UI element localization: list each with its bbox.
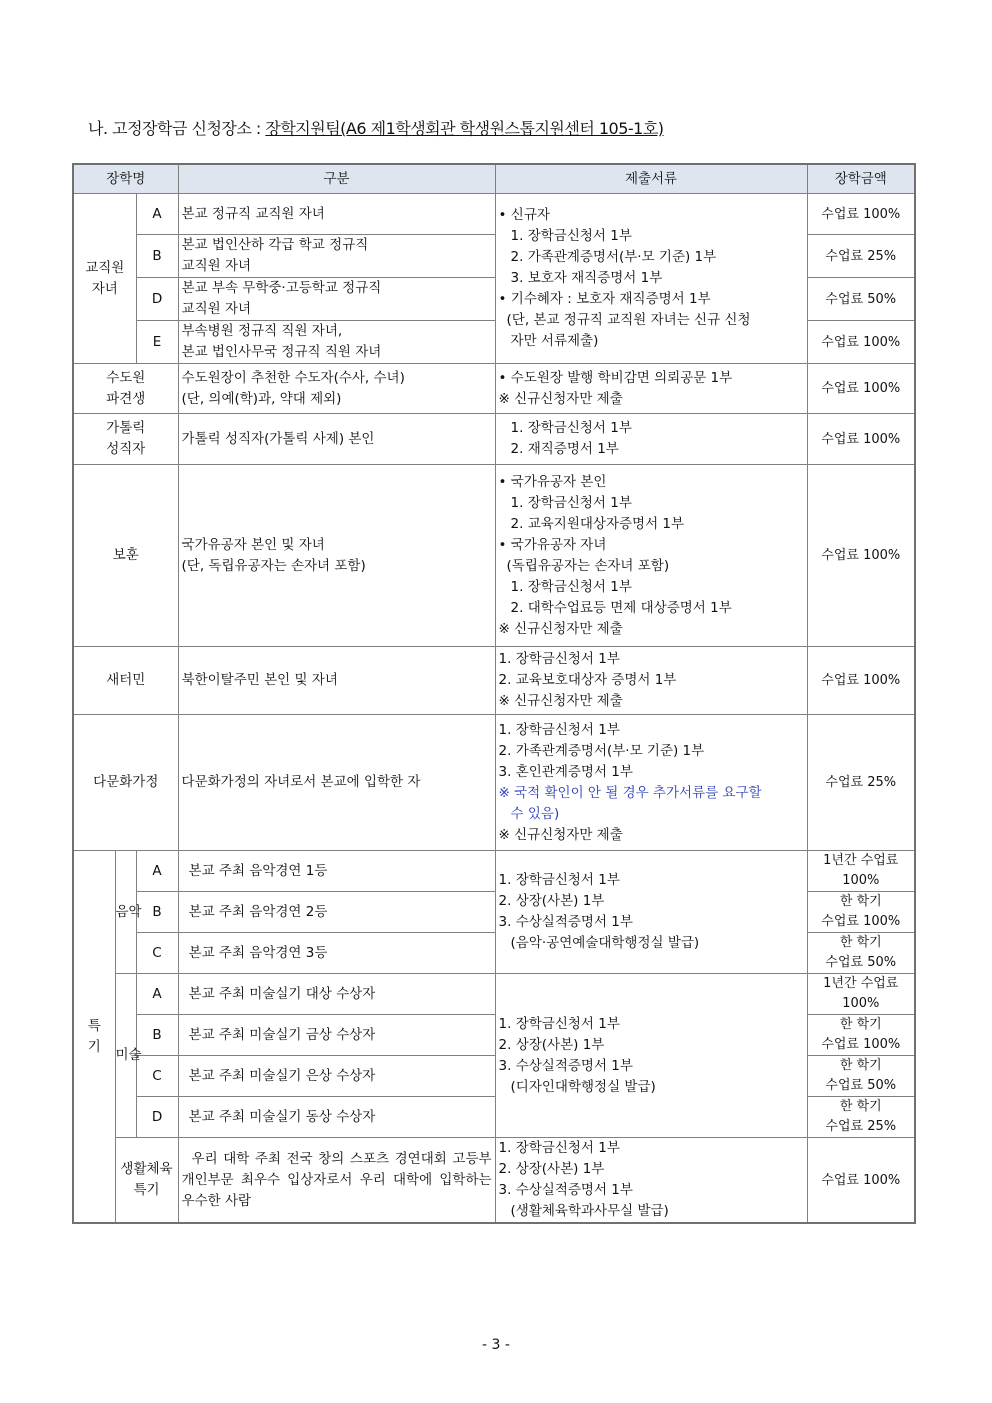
page-number: - 3 - <box>482 1337 510 1353</box>
row-code: A <box>136 851 178 892</box>
doc-line: 1. 장학금신청서 1부 <box>510 228 632 244</box>
doc-line: • 국가유공자 자녀 <box>498 536 607 553</box>
row-code: D <box>136 1097 178 1138</box>
scholarship-name: 수도원 파견생 <box>73 364 178 414</box>
scholarship-name: 특 기 <box>73 851 115 1224</box>
doc-line: 3. 수상실적증명서 1부 <box>498 1182 633 1198</box>
doc-line: ※ 신규신청자만 제출 <box>498 826 623 843</box>
amount: 수업료 100% <box>807 465 915 647</box>
doc-line: 1. 장학금신청서 1부 <box>498 1140 620 1156</box>
row-desc: 본교 주최 음악경연 2등 <box>178 892 495 933</box>
doc-line: 1. 장학금신청서 1부 <box>510 420 632 436</box>
doc-line: 1. 장학금신청서 1부 <box>498 651 620 667</box>
row-desc: 다문화가정의 자녀로서 본교에 입학한 자 <box>178 715 495 851</box>
row-code: B <box>136 235 178 278</box>
row-desc: 본교 주최 미술실기 대상 수상자 <box>178 974 495 1015</box>
doc-line: (디자인대학행정실 발급) <box>510 1078 656 1095</box>
amount: 1년간 수업료 100% <box>807 974 915 1015</box>
doc-line: 1. 장학금신청서 1부 <box>510 494 632 511</box>
row-desc: 수도원장이 추천한 수도자(수사, 수녀) (단, 의예(학)과, 약대 제외) <box>178 364 495 414</box>
amount: 1년간 수업료 100% <box>807 851 915 892</box>
doc-line: ※ 신규신청자만 제출 <box>498 620 623 637</box>
col-header-documents: 제출서류 <box>495 164 807 194</box>
amount: 한 학기 수업료 100% <box>807 1015 915 1056</box>
doc-line: (생활체육학과사무실 발급) <box>510 1203 669 1219</box>
section-heading <box>88 116 664 139</box>
row-desc: 본교 주최 음악경연 3등 <box>178 933 495 974</box>
required-docs <box>495 465 807 647</box>
table-row <box>73 465 915 647</box>
doc-line: 2. 대학수업료등 면제 대상증명서 1부 <box>510 599 732 616</box>
row-desc: 본교 부속 무학중·고등학교 정규직 교직원 자녀 <box>178 278 495 321</box>
amount: 수업료 50% <box>807 278 915 321</box>
col-header-amount: 장학금액 <box>807 164 915 194</box>
row-desc: 본교 정규직 교직원 자녀 <box>178 194 495 235</box>
row-code: C <box>136 1056 178 1097</box>
row-desc: 우리 대학 주최 전국 창의 스포츠 경연대회 고등부 개인부문 최우수 입상자로서 우리 대학에 입학하는 우수한 사람 <box>178 1138 495 1224</box>
row-code: E <box>136 321 178 364</box>
amount: 수업료 100% <box>807 321 915 364</box>
amount: 한 학기 수업료 50% <box>807 933 915 974</box>
row-desc: 가톨릭 성직자(가톨릭 사제) 본인 <box>178 414 495 465</box>
row-code: C <box>136 933 178 974</box>
scholarship-name: 교직원 자녀 <box>73 194 136 364</box>
amount: 수업료 100% <box>807 414 915 465</box>
doc-line: 3. 수상실적증명서 1부 <box>498 1057 633 1074</box>
heading-prefix: 나. 고정장학금 신청장소 : <box>88 119 266 138</box>
row-code: D <box>136 278 178 321</box>
doc-line: 3. 수상실적증명서 1부 <box>498 914 633 930</box>
doc-line: 2. 가족관계증명서(부·모 기준) 1부 <box>510 249 717 265</box>
scholarship-name: 가톨릭 성직자 <box>73 414 178 465</box>
table-row <box>73 194 915 235</box>
scholarship-table <box>72 163 916 1224</box>
amount: 수업료 25% <box>807 715 915 851</box>
table-row <box>73 974 915 1015</box>
doc-line: (음악·공연예술대학행정실 발급) <box>510 935 700 951</box>
doc-line: 3. 혼인관계증명서 1부 <box>498 763 633 780</box>
row-code: A <box>136 974 178 1015</box>
row-desc: 본교 주최 미술실기 동상 수상자 <box>178 1097 495 1138</box>
row-code: A <box>136 194 178 235</box>
doc-line: • 신규자 <box>498 207 550 223</box>
scholarship-name: 다문화가정 <box>73 715 178 851</box>
required-docs <box>495 1138 807 1224</box>
amount: 수업료 100% <box>807 364 915 414</box>
table-row <box>73 1138 915 1224</box>
amount: 수업료 25% <box>807 235 915 278</box>
doc-line: 자만 서류제출) <box>510 333 599 349</box>
doc-line: 2. 상장(사본) 1부 <box>498 1161 605 1177</box>
table-row <box>73 715 915 851</box>
sub-category: 미술 <box>115 974 136 1138</box>
row-desc: 북한이탈주민 본인 및 자녀 <box>178 647 495 715</box>
required-docs <box>495 194 807 364</box>
doc-note: ※ 국적 확인이 안 될 경우 추가서류를 요구할 <box>498 784 762 801</box>
doc-line: 2. 상장(사본) 1부 <box>498 1036 605 1053</box>
sub-category: 생활체육 특기 <box>115 1138 178 1224</box>
doc-line: • 기수혜자 : 보호자 재직증명서 1부 <box>498 291 711 307</box>
row-code: B <box>136 892 178 933</box>
row-desc: 본교 주최 음악경연 1등 <box>178 851 495 892</box>
required-docs <box>495 647 807 715</box>
doc-line: 1. 장학금신청서 1부 <box>498 721 620 738</box>
doc-line: (독립유공자는 손자녀 포함) <box>506 557 670 574</box>
doc-line: 1. 장학금신청서 1부 <box>498 872 620 888</box>
table-row <box>73 851 915 892</box>
required-docs <box>495 851 807 974</box>
row-code: B <box>136 1015 178 1056</box>
doc-line: 1. 장학금신청서 1부 <box>498 1015 620 1032</box>
doc-line: 2. 재직증명서 1부 <box>510 441 619 457</box>
row-desc: 본교 주최 미술실기 금상 수상자 <box>178 1015 495 1056</box>
application-place: 장학지원팀(A6 제1학생회관 학생원스톱지원센터 105-1호) <box>265 119 664 138</box>
doc-line: 2. 교육보호대상자 증명서 1부 <box>498 672 677 688</box>
col-header-name: 장학명 <box>73 164 178 194</box>
amount: 한 학기 수업료 50% <box>807 1056 915 1097</box>
doc-line: 3. 보호자 재직증명서 1부 <box>510 270 663 286</box>
amount: 한 학기 수업료 100% <box>807 892 915 933</box>
row-desc: 부속병원 정규직 직원 자녀, 본교 법인사무국 정규직 직원 자녀 <box>178 321 495 364</box>
table-row <box>73 647 915 715</box>
doc-line: ※ 신규신청자만 제출 <box>498 693 623 709</box>
doc-line: • 국가유공자 본인 <box>498 473 607 490</box>
amount: 수업료 100% <box>807 1138 915 1224</box>
doc-line: • 수도원장 발행 학비감면 의뢰공문 1부 <box>498 369 733 386</box>
required-docs <box>495 414 807 465</box>
doc-line: (단, 본교 정규직 교직원 자녀는 신규 신청 <box>506 312 751 328</box>
header-row <box>73 164 915 194</box>
table-row <box>73 364 915 414</box>
amount: 한 학기 수업료 25% <box>807 1097 915 1138</box>
required-docs <box>495 715 807 851</box>
doc-line: 1. 장학금신청서 1부 <box>510 578 632 595</box>
amount: 수업료 100% <box>807 647 915 715</box>
scholarship-name: 보훈 <box>73 465 178 647</box>
doc-line: 2. 상장(사본) 1부 <box>498 893 605 909</box>
doc-note: 수 있음) <box>510 805 560 822</box>
required-docs <box>495 364 807 414</box>
doc-line: 2. 교육지원대상자증명서 1부 <box>510 515 685 532</box>
sub-category: 음악 <box>115 851 136 974</box>
required-docs <box>495 974 807 1138</box>
row-desc: 본교 주최 미술실기 은상 수상자 <box>178 1056 495 1097</box>
col-header-category: 구분 <box>178 164 495 194</box>
scholarship-name: 새터민 <box>73 647 178 715</box>
doc-line: ※ 신규신청자만 제출 <box>498 390 623 407</box>
amount: 수업료 100% <box>807 194 915 235</box>
row-desc: 본교 법인산하 각급 학교 정규직 교직원 자녀 <box>178 235 495 278</box>
row-desc: 국가유공자 본인 및 자녀 (단, 독립유공자는 손자녀 포함) <box>178 465 495 647</box>
doc-line: 2. 가족관계증명서(부·모 기준) 1부 <box>498 742 705 759</box>
table-row <box>73 414 915 465</box>
